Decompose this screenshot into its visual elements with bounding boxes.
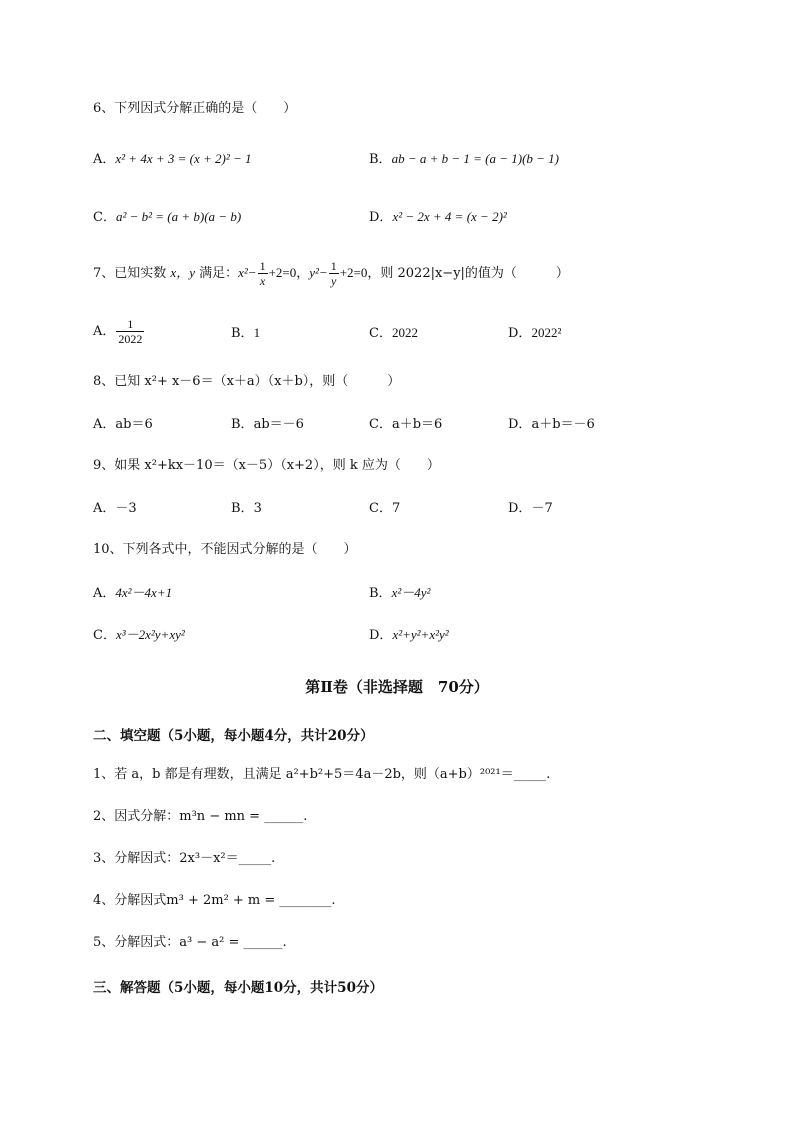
option-label: A． [93,152,116,167]
option-expression: x²－4y² [391,585,431,600]
question-10-stem: 10、下列各式中，不能因式分解的是（ ） [93,542,357,557]
option-expression: ab＝－6 [253,417,304,432]
option-value: 3 [253,501,262,516]
option-label: D． [508,501,532,516]
option-value: 7 [391,501,401,516]
option-label: D． [369,210,393,225]
option-expression: x² − 2x + 4 = (x − 2)² [392,209,507,224]
option-value: 1 [253,325,261,340]
q10-option-d[interactable] [369,626,449,645]
stem-text: 满足： [199,266,239,281]
fill-blank-item-1: 1、若 a，b 都是有理数，且满足 a²+b²+5＝4a－2b，则（a+b）²⁰²¹＝_____. [93,767,551,782]
question-8-stem: 8、已知 x²+ x－6＝（x＋a）（x＋b），则（ ） [93,374,401,389]
fraction-numerator: 1 [127,317,134,331]
fraction-numerator: 1 [330,259,337,273]
option-value: －3 [115,501,137,516]
q6-option-d[interactable] [369,208,507,227]
option-expression: a＋b＝6 [391,417,443,432]
q10-option-a[interactable] [93,584,172,603]
option-label: B． [231,326,254,341]
q6-option-c[interactable] [93,208,241,227]
option-value: 2022 [391,325,418,340]
section-2-heading: 二、填空题（5小题，每小题4分，共计20分） [93,728,374,744]
option-label: A． [93,501,116,516]
q8-option-d[interactable] [508,416,595,434]
q6-option-b[interactable] [369,150,559,169]
fill-blank-item-2: 2、因式分解：m³n − mn = ______. [93,809,308,824]
question-6-stem: 6、下列因式分解正确的是（ ） [93,101,297,116]
option-expression: x²+y²+x²y² [392,627,449,642]
fill-blank-item-4: 4、分解因式m³ + 2m² + m = ________. [93,893,336,908]
fill-blank-item-5: 5、分解因式：a³ − a² = ______. [93,935,287,950]
stem-variables: x，y [170,265,195,280]
fraction-denominator: x [258,273,268,288]
option-expression: a＋b＝－6 [531,417,595,432]
section-3-heading: 三、解答题（5小题，每小题10分，共计50分） [93,980,383,996]
option-label: C． [369,417,392,432]
option-expression: x³－2x²y+xy² [115,627,185,642]
fraction-denominator: y [329,273,339,288]
option-label: B． [369,152,392,167]
stem-text: 则 2022|x−y|的值为（ ） [380,266,569,281]
option-label: C． [93,628,116,643]
option-label: D． [508,326,532,341]
q8-option-c[interactable] [369,416,442,434]
fraction-denominator: 2022 [118,332,143,346]
q8-option-b[interactable] [231,416,304,434]
stem-text: 7、已知实数 [93,266,167,281]
option-expression: ab＝6 [115,417,153,432]
q9-option-c[interactable] [369,500,400,518]
option-label: B． [231,501,254,516]
equation-1-lead: x²− [238,265,257,280]
option-label: C． [93,210,116,225]
option-label: D． [369,628,393,643]
q6-option-a[interactable] [93,150,252,169]
q7-option-a[interactable] [93,316,145,348]
question-9-stem: 9、如果 x²+kx－10＝（x－5）（x+2），则 k 应为（ ） [93,458,440,473]
q9-option-b[interactable] [231,500,262,518]
option-label: B． [231,417,254,432]
fraction-numerator: 1 [259,259,266,273]
fraction-1-over-y [329,259,339,288]
option-label: C． [369,326,392,341]
q8-option-a[interactable] [93,416,153,434]
q10-option-c[interactable] [93,626,185,645]
option-label: A． [93,417,116,432]
equation-2-lead: y²− [309,265,328,280]
q10-option-b[interactable] [369,584,430,603]
fill-blank-item-3: 3、分解因式：2x³－x²＝_____. [93,851,276,866]
option-label: C． [369,501,392,516]
q7-option-b[interactable] [231,324,260,343]
equation-2-tail: +2=0， [339,265,381,280]
fraction-1-over-x [258,259,268,288]
option-expression: 4x²－4x+1 [115,585,173,600]
option-label: B． [369,586,392,601]
equation-1-tail: +2=0， [268,265,310,280]
option-expression: ab − a + b − 1 = (a − 1)(b − 1) [391,151,560,166]
fraction-1-over-2022 [116,317,144,346]
option-label: D． [508,417,532,432]
q9-option-d[interactable] [508,500,553,518]
question-7-stem [93,258,569,289]
q7-option-d[interactable] [508,324,561,343]
q9-option-a[interactable] [93,500,137,518]
option-expression: x² + 4x + 3 = (x + 2)² − 1 [115,151,252,166]
option-value: －7 [531,501,553,516]
q7-option-c[interactable] [369,324,418,343]
option-label: A． [93,324,116,339]
option-label: A． [93,586,116,601]
part-2-title: 第Ⅱ卷（非选择题 70分） [305,678,489,696]
option-expression: a² − b² = (a + b)(a − b) [115,209,242,224]
option-value: 2022² [531,325,562,340]
